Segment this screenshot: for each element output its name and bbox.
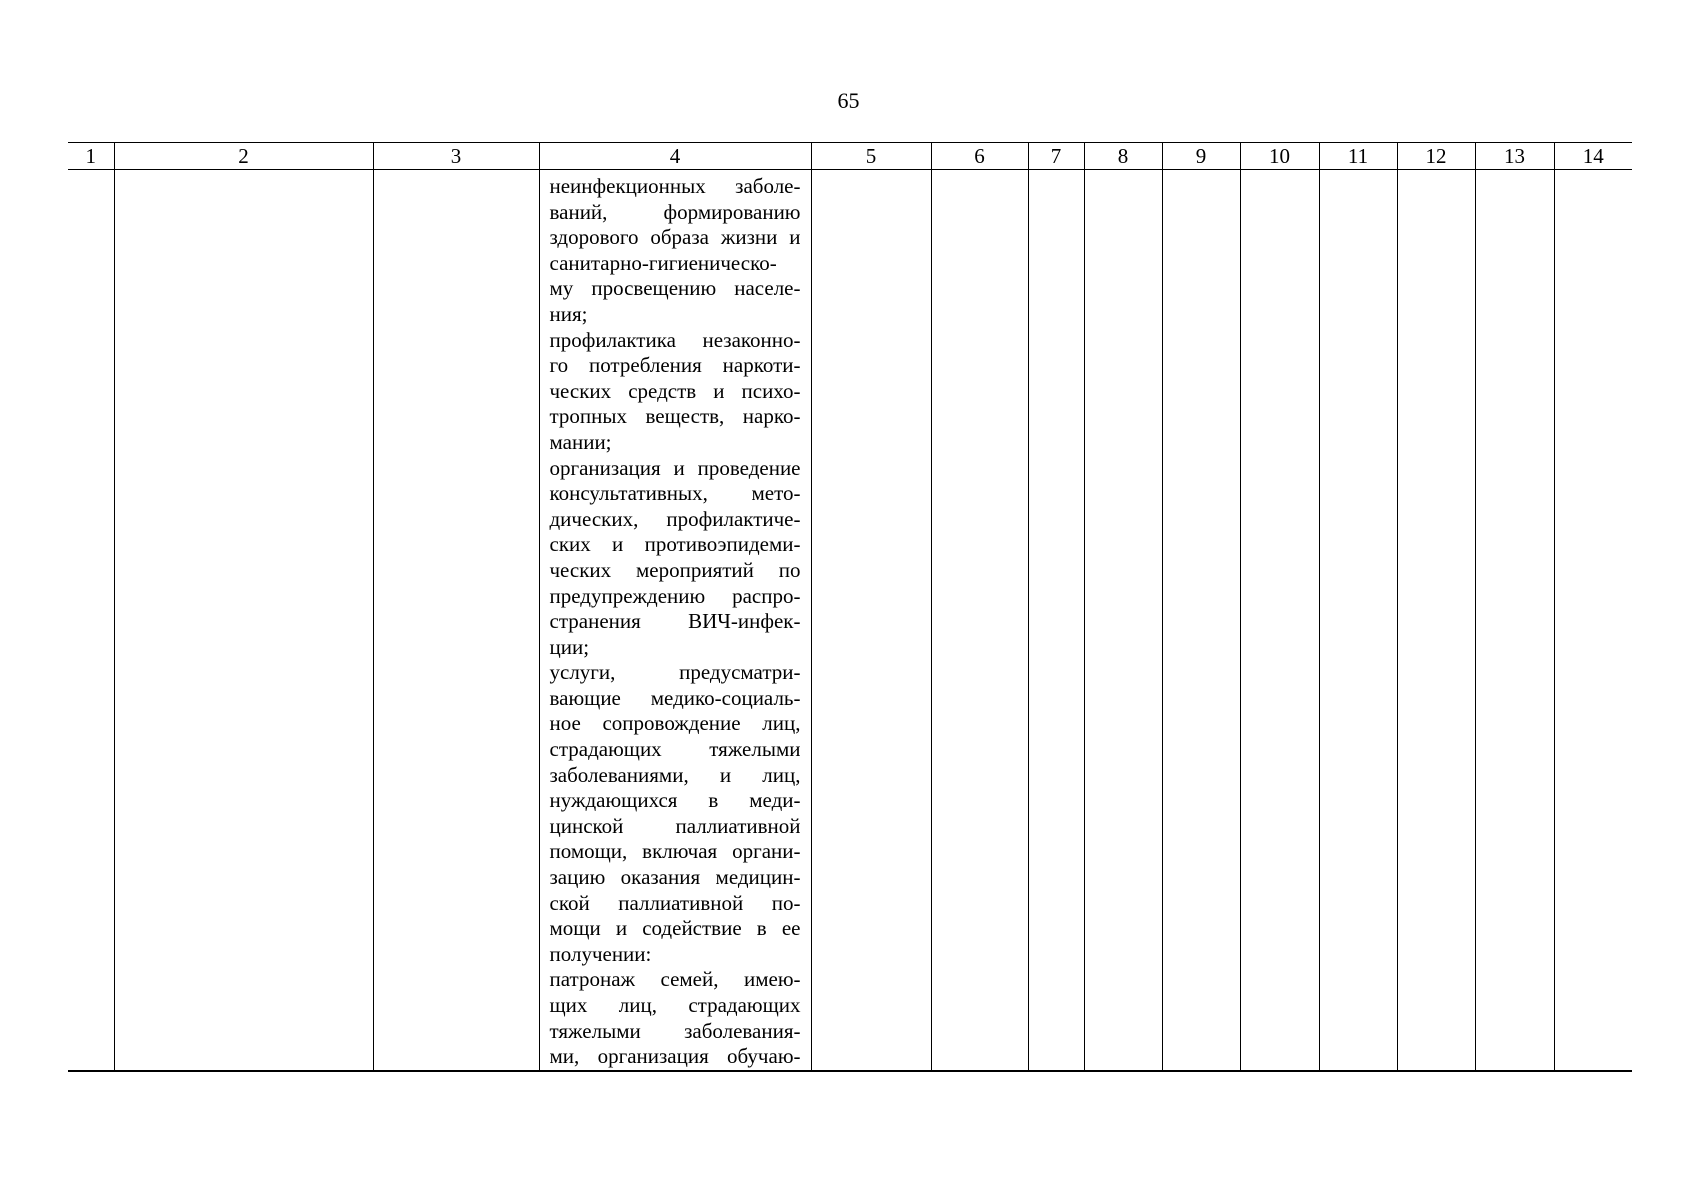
- column-header-7: 7: [1028, 143, 1084, 170]
- page-number: 65: [837, 88, 860, 113]
- text-line: мощи и содействие в ее: [549, 916, 801, 941]
- text-line: му просвещению населе-: [549, 276, 801, 301]
- text-line: ческих мероприятий по: [549, 557, 801, 582]
- table-cell-col-2: [114, 170, 373, 1071]
- text-line: заболеваниями, и лиц,: [549, 762, 801, 787]
- text-line: ской паллиативной по-: [549, 890, 801, 915]
- text-line: мании;: [549, 429, 612, 454]
- column-header-2: 2: [114, 143, 373, 170]
- table-cell-col-9: [1162, 170, 1240, 1071]
- text-line: дических, профилактиче-: [549, 506, 801, 531]
- text-line: получении:: [549, 941, 652, 966]
- text-line: странения ВИЧ-инфек-: [549, 609, 801, 634]
- column-header-10: 10: [1240, 143, 1319, 170]
- column-header-6: 6: [931, 143, 1028, 170]
- column-header-5: 5: [811, 143, 931, 170]
- text-line: неинфекционных заболе-: [549, 174, 801, 198]
- text-line: вающие медико-социаль-: [549, 685, 801, 710]
- table-cell-col-3: [373, 170, 539, 1071]
- table-row: [68, 170, 1632, 1071]
- text-line: щих лиц, страдающих: [549, 993, 801, 1017]
- table-cell-col-7: [1028, 170, 1084, 1071]
- text-line: тропных веществ, нарко-: [549, 404, 801, 429]
- table-cell-col-11: [1319, 170, 1397, 1071]
- text-line: цинской паллиативной: [549, 813, 801, 838]
- text-line: тяжелыми заболевания-: [549, 1018, 801, 1043]
- table-cell-col-8: [1084, 170, 1162, 1071]
- text-line: страдающих тяжелыми: [549, 737, 801, 762]
- text-line: ции;: [549, 634, 590, 659]
- text-line: организация и проведение: [549, 455, 801, 480]
- text-line: ное сопровождение лиц,: [549, 711, 801, 736]
- text-line: услуги, предусматри-: [549, 660, 801, 685]
- text-line: здорового образа жизни и: [549, 225, 801, 250]
- header-row: [68, 143, 1632, 170]
- table-cell-col-12: [1397, 170, 1475, 1071]
- text-line: профилактика незаконно-: [549, 327, 801, 352]
- column-header-3: 3: [373, 143, 539, 170]
- table-cell-col-10: [1240, 170, 1319, 1071]
- column-header-14: 14: [1554, 143, 1632, 170]
- column-header-4: 4: [539, 143, 811, 170]
- text-line: ческих средств и психо-: [549, 378, 801, 403]
- table-cell-col-14: [1554, 170, 1632, 1071]
- table-cell-col-4: [539, 170, 811, 1071]
- text-line: санитарно-гигиеническо-: [549, 250, 777, 275]
- table-cell-col-5: [811, 170, 931, 1071]
- column-header-13: 13: [1475, 143, 1554, 170]
- text-line: помощи, включая органи-: [549, 839, 801, 864]
- text-line: ваний, формированию: [549, 199, 801, 224]
- column-header-8: 8: [1084, 143, 1162, 170]
- column-header-12: 12: [1397, 143, 1475, 170]
- column-header-11: 11: [1319, 143, 1397, 170]
- text-line: зацию оказания медицин-: [549, 865, 801, 890]
- text-line: го потребления наркоти-: [549, 353, 801, 378]
- text-line: ния;: [549, 301, 588, 326]
- data-table: [68, 142, 1632, 1072]
- text-line: ских и противоэпидеми-: [549, 532, 801, 557]
- column-header-1: 1: [68, 143, 114, 170]
- table-cell-col-6: [931, 170, 1028, 1071]
- table-cell-col-13: [1475, 170, 1554, 1071]
- text-line: нуждающихся в меди-: [549, 788, 801, 813]
- text-line: предупреждению распро-: [549, 583, 801, 608]
- text-line: ми, организация обучаю-: [549, 1044, 801, 1069]
- text-line: консультативных, мето-: [549, 481, 801, 506]
- text-line: патронаж семей, имею-: [549, 967, 801, 992]
- column-4-text: [540, 170, 811, 1070]
- table-cell-col-1: [68, 170, 114, 1071]
- column-header-9: 9: [1162, 143, 1240, 170]
